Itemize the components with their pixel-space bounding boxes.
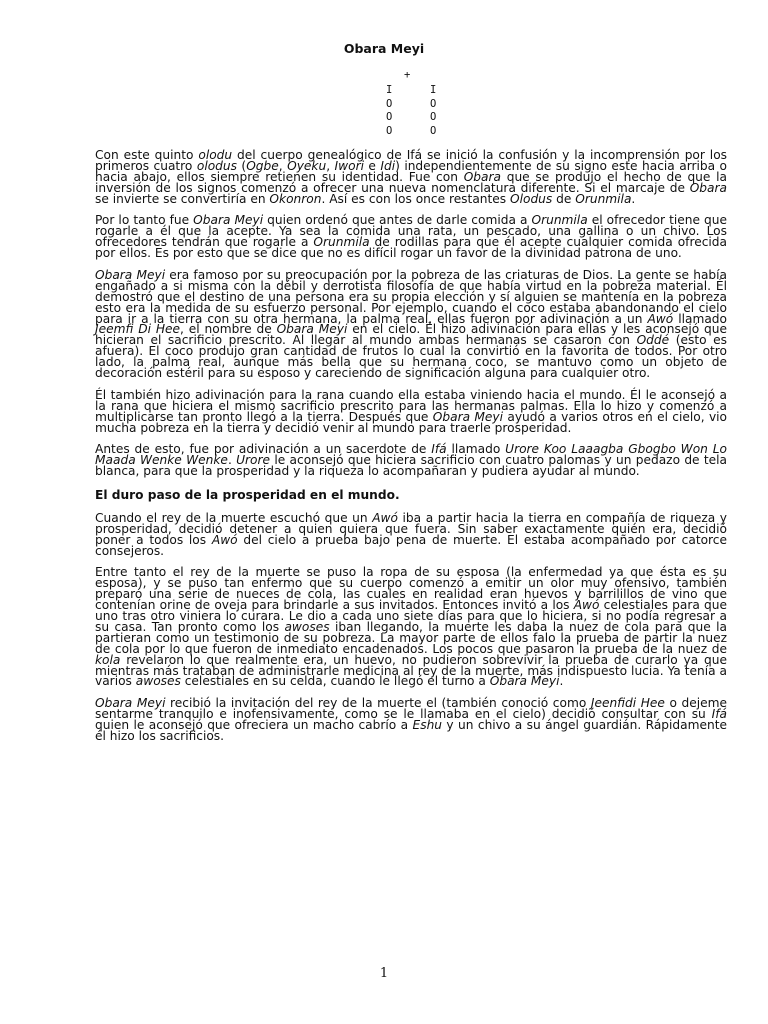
paragraph: Obara Meyi era famoso por su preocupación por la pobreza de las criaturas de Dios. La gente se había engañado a si misma con la débil y derrotista filosofía de que había virtud en la pobreza material. Él demostró que el destino de una persona era su propia elección y sí alguien se mantenía en la pobreza esto era la medida de su esfuerzo personal. Por ejemplo, cuando el coco estaba abandonando el cielo para ir a la tierra con su otra hermana, la palma real, ellas fueron por adivinación a un Awó llamado Jeemfi Di Hee, el nombre de Obara Meyi en el cielo. Él hizo adivinación para ellas y les aconsejó que hicieran el sacrificio prescrito. Al llegar al mundo ambas hermanas se casaron con Oddé (esto es afuera). El coco produjo gran cantidad de frutos lo cual la convirtió en la favorita de todos. Por otro lado, la palma real, aunque más bella que su hermana coco, se mantuvo como un objeto de decoración estéril para su esposo y careciendo de significación alguna para cualquier otro. [95,267,728,381]
document-body [95,150,727,753]
paragraph: Entre tanto el rey de la muerte se puso la ropa de su esposa (la enfermedad ya que ésta es su esposa), y se puso tan enfermo que su cuerpo comenzó a emitir un olor muy ofensivo, también preparó una serie de nueces de cola, las cuales en realidad eran huevos y barrilillos de vino que contenían orine de oveja para brindarle a sus invitados. Entonces invitó a los Awó celestiales para que uno tras otro viniera lo curara. Le dio a cada uno siete días para que lo hiciera, si no podía regresar a su casa. Tan pronto como los awoses iban llegando, la muerte les daba la nuez de cola para que la partieran como un testimonio de su pobreza. La mayor parte de ellos falo la prueba de partir la nuez de cola por lo que fueron de inmediato encadenados. Los pocos que pasaron la prueba de la nuez de kola revelaron lo que realmente era, un huevo, no pudieron sobrevivir la prueba de curarlo ya que mientras más trataban de administrarle medicina al rey de la muerte, más indispuesto lucia. Ya tenía a varios awoses celestiales en su celda, cuando le llegó el turno a Obara Meyi. [95,565,728,689]
paragraph: Cuando el rey de la muerte escuchó que un Awó iba a partir hacia la tierra en compañía de riqueza y prosperidad, decidió detener a quien quiera que fuera. Sin saber exactamente quién era, decidió poner a todos los Awó del cielo a prueba bajo pena de muerte. El estaba acompañado por catorce consejeros. [95,510,727,558]
figure-right-column [430,84,436,138]
figure-mark: O [430,111,437,123]
figure-mark: I [386,84,393,96]
italic-term: Jeemfi Di Hee [95,322,181,337]
italic-term: Awó [372,510,398,525]
figure-mark: O [386,97,393,110]
italic-term: olodu [198,148,233,162]
italic-term: Ifá [431,442,447,457]
italic-term: kola [95,652,121,667]
italic-term: Obara Meyi [432,409,504,424]
figure-mark: I [430,84,437,96]
italic-term: Urore [236,453,271,468]
figure-mark: O [386,111,393,123]
figure-mark: O [386,124,393,137]
italic-term: Urore Koo Laaagba Gbogbo Won Lo Maada Wenke Wenke [95,442,728,468]
italic-term: olodus [196,158,237,173]
italic-term: Obara Meyi [95,696,166,711]
italic-term: Orunmila [531,213,588,228]
italic-term: Obara [463,169,501,184]
figure-mark: O [430,97,437,110]
italic-term: Oddé [636,333,670,348]
italic-term: awoses [135,674,181,689]
paragraph: Él también hizo adivinación para la rana cuando ella estaba viniendo hacia el mundo. Él le aconsejó a la rana que hiciera el mismo sacrificio prescrito para las hermanas palmas. Ella lo hizo y comenzó a multiplicarse tan pronto llegó a la tierra. Después que Obara Meyi ayudó a varios otros en el cielo, vio mucha pobreza en la tierra y decidió venir al mundo para traerle prosperidad. [95,387,728,435]
section-heading: El duro paso de la prosperidad en el mundo. [95,488,400,503]
page-number: 1 [379,966,389,981]
italic-term: Eshu [412,718,443,733]
italic-term: Ogbe [246,158,279,173]
figure-plus-mark: + [404,69,411,81]
figure-mark: O [430,124,437,137]
paragraph: Obara Meyi recibió la invitación del rey de la muerte el (también conoció como Jeenfidi Hee o dejeme sentarme tranquilo e inofensivamente, como se le llamaba en el cielo) decidió consultar con su Ifá quien le aconsejó que ofreciera un macho cabrío a Eshu y un chivo a su ángel guardián. Rápidamente él hizo los sacrificios. [95,696,727,743]
italic-term: awoses [284,619,330,634]
italic-term: Awó [647,311,674,326]
italic-term: Obara [689,180,727,195]
italic-term: Iwori [334,158,364,173]
italic-term: Obara Meyi [193,213,264,228]
italic-term: Orunmila [313,235,370,250]
italic-term: Obara Meyi [489,674,560,689]
italic-term: Awó [211,532,238,547]
page-title: Obara Meyi [343,41,425,56]
italic-term: Idi [380,158,396,173]
italic-term: Orunmila [575,191,632,206]
italic-term: Oyeku [287,158,327,173]
italic-term: Ifá [711,707,727,722]
italic-term: Obara Meyi [95,267,166,282]
paragraph: Por lo tanto fue Obara Meyi quien ordenó que antes de darle comida a Orunmila el ofrecedor tiene que rogarle a él que la acepte. Ya sea la comida una rata, un pescado, una gallina o un chivo. Los ofrecedores tendrán que rogarle a Orunmila de rodillas para que él acepte cualquier comida ofrecida por ellos. Es por esto que se dice que no es difícil rogar un favor de la divinidad patrona de uno. [95,213,727,261]
paragraph: Con este quinto olodu del cuerpo genealógico de Ifá se inició la confusión y la incomprensión por los primeros cuatro olodus (Ogbe, Oyeku, Iwori e Idi) independientemente de su signo este hacia arriba o hacia abajo, ellos siempre retienen su identidad. Fue con Obara que se produjo el hecho de que la inversión de los signos comenzó a ofrecer una nueva nomenclatura diferente. Si el marcaje de Obara se invierte se convertiría en Okonron. Así es con los once restantes Olodus de Orunmila. [95,148,728,206]
italic-term: Jeenfidi Hee [590,696,665,711]
italic-term: Awó [573,598,600,613]
italic-term: Okonron [269,191,322,206]
figure-left-column [386,84,392,138]
italic-term: Olodus [510,191,553,206]
italic-term: Obara Meyi [276,322,348,337]
paragraph: Antes de esto, fue por adivinación a un sacerdote de Ifá llamado Urore Koo Laaagba Gbogbo Won Lo Maada Wenke Wenke. Urore le aconsejó que hiciera sacrificio con cuatro palomas y un pedazo de tela blanca, para que la prosperidad y la riqueza lo acompañaran y pudiera ayudar al mundo. [95,442,728,479]
